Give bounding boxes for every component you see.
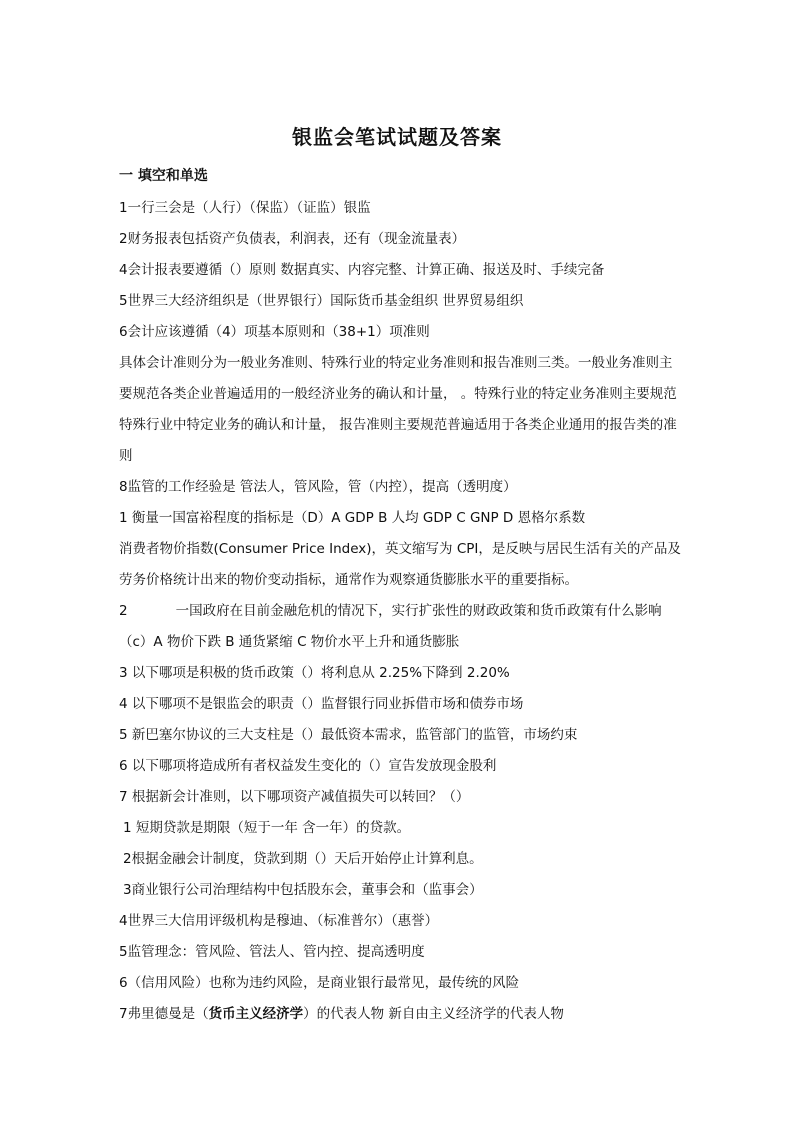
text-line: 7 根据新会计准则，以下哪项资产减值损失可以转回？（） [119,789,470,805]
section-heading: 一 填空和单选 [119,168,208,184]
text-line: 6 以下哪项将造成所有者权益发生变化的（）宣告发放现金股利 [119,758,497,774]
text-line: 1 衡量一国富裕程度的指标是（D）A GDP B 人均 GDP C GNP D 恩格尔系数 [119,510,586,526]
text-line: 5监管理念：管风险、管法人、管内控、提高透明度 [119,944,425,960]
question-text: 一国政府在目前金融危机的情况下，实行扩张性的财政政策和货币政策有什么影响 [175,603,662,619]
text-line: 2财务报表包括资产负债表，利润表，还有（现金流量表） [119,231,466,247]
text-segment: ）的代表人物 新自由主义经济学的代表人物 [303,1006,564,1022]
page-title: 银监会笔试试题及答案 [292,125,502,149]
text-segment: 7弗里德曼是（ [119,1006,209,1022]
bold-term: 货币主义经济学 [208,1006,304,1022]
text-line: 3商业银行公司治理结构中包括股东会，董事会和（监事会） [123,882,483,898]
text-line [119,999,681,1030]
text-line: 2根据金融会计制度，贷款到期（）天后开始停止计算利息。 [123,851,483,867]
paragraph: 消费者物价指数(Consumer Price Index)，英文缩写为 CPI，是反映与居民生活有关的产品及劳务价格统计出来的物价变动指标，通常作为观察通货膨胀水平的重要指标。 [119,541,681,588]
text-line: （c）A 物价下跌 B 通货紧缩 C 物价水平上升和通货膨胀 [119,634,460,650]
document-body [119,193,681,1030]
text-line: 6（信用风险）也称为违约风险，是商业银行最常见，最传统的风险 [119,975,520,991]
text-line: 6会计应该遵循（4）项基本原则和（38+1）项准则 [119,324,430,340]
text-line: 4世界三大信用评级机构是穆迪、（标准普尔）（惠誉） [119,913,439,929]
text-line: 1 短期贷款是期限（短于一年 含一年）的贷款。 [123,820,411,836]
paragraph: 具体会计准则分为一般业务准则、特殊行业的特定业务准则和报告准则三类。一般业务准则主要规范各类企业普遍适用的一般经济业务的确认和计量， 。特殊行业的特定业务准则主要规范特殊行业中特定业务的确认和计量， 报告准则主要规范普遍适用于各类企业通用的报告类的准则 [119,355,677,464]
text-line: 4 以下哪项不是银监会的职责（）监督银行同业拆借市场和债券市场 [119,696,524,712]
text-line: 1一行三会是（人行）（保监）（证监）银监 [119,200,371,216]
text-line: 4会计报表要遵循（）原则 数据真实、内容完整、计算正确、报送及时、手续完备 [119,262,605,278]
text-line: 3 以下哪项是积极的货币政策（）将利息从 2.25%下降到 2.20% [119,665,510,681]
text-line [119,596,681,627]
text-line: 5世界三大经济组织是（世界银行）国际货币基金组织 世界贸易组织 [119,293,524,309]
text-line: 5 新巴塞尔协议的三大支柱是（）最低资本需求，监管部门的监管，市场约束 [119,727,578,743]
question-number: 2 [119,603,128,619]
text-line: 8监管的工作经验是 管法人，管风险，管（内控），提高（透明度） [119,479,517,495]
